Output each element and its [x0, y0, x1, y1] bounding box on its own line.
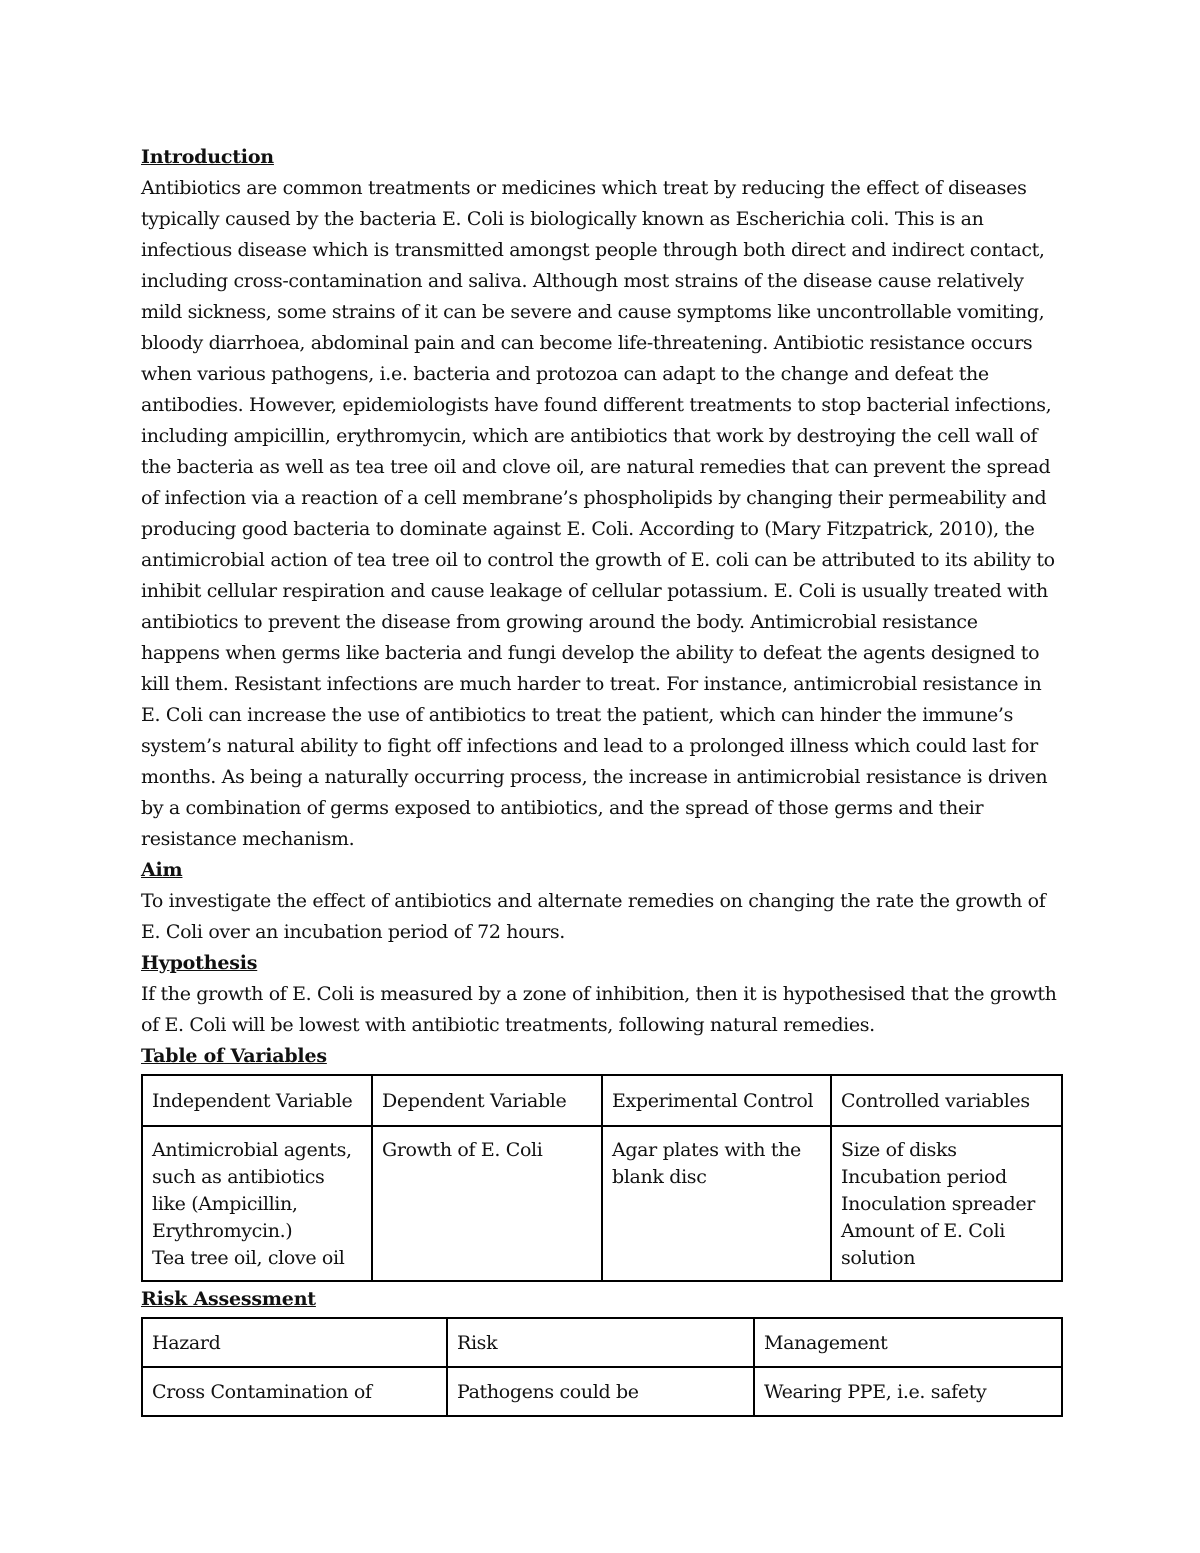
risk-management-cell: Wearing PPE, i.e. safety	[754, 1367, 1062, 1416]
risk-hazard-cell: Cross Contamination of	[142, 1367, 447, 1416]
risk-header-row	[142, 1318, 1062, 1367]
aim-paragraph: To investigate the effect of antibiotics and alternate remedies on changing the rate the growth of E. Coli over an incubation period of 72 hours.	[141, 890, 1046, 943]
dependent-variable-cell	[372, 1126, 602, 1281]
variables-header-cell: Dependent Variable	[372, 1075, 602, 1126]
independent-variable-cell	[142, 1126, 372, 1281]
cell-line: Growth of E. Coli	[382, 1139, 543, 1161]
controlled-variables-cell	[831, 1126, 1062, 1281]
variables-header-row	[142, 1075, 1062, 1126]
variables-header-cell: Independent Variable	[142, 1075, 372, 1126]
document-page	[141, 142, 1061, 1417]
cell-line: Inoculation spreader	[841, 1193, 1035, 1215]
variables-table	[141, 1074, 1063, 1282]
introduction-heading: Introduction	[141, 146, 274, 168]
variables-data-row	[142, 1126, 1062, 1281]
aim-heading: Aim	[141, 859, 183, 881]
cell-line: Antimicrobial agents, such as antibiotics like (Ampicillin, Erythromycin.)	[152, 1139, 352, 1242]
cell-line: Tea tree oil, clove oil	[152, 1247, 345, 1269]
risk-data-row	[142, 1367, 1062, 1416]
risk-header-cell: Hazard	[142, 1318, 447, 1367]
risk-risk-cell: Pathogens could be	[447, 1367, 754, 1416]
introduction-paragraph: Antibiotics are common treatments or medicines which treat by reducing the effect of diseases typically caused by the bacteria E. Coli is biologically known as Escherichia coli. This is an infectious disease which is transmitted amongst people through both direct and indirect contact, including cross-contamination and saliva. Although most strains of the disease cause relatively mild sickness, some strains of it can be severe and cause symptoms like uncontrollable vomiting, bloody diarrhoea, abdominal pain and can become life-threatening. Antibiotic resistance occurs when various pathogens, i.e. bacteria and protozoa can adapt to the change and defeat the antibodies. However, epidemiologists have found different treatments to stop bacterial infections, including ampicillin, erythromycin, which are antibiotics that work by destroying the cell wall of the bacteria as well as tea tree oil and clove oil, are natural remedies that can prevent the spread of infection via a reaction of a cell membrane’s phospholipids by changing their permeability and producing good bacteria to dominate against E. Coli. According to (Mary Fitzpatrick, 2010), the antimicrobial action of tea tree oil to control the growth of E. coli can be attributed to its ability to inhibit cellular respiration and cause leakage of cellular potassium. E. Coli is usually treated with antibiotics to prevent the disease from growing around the body. Antimicrobial resistance happens when germs like bacteria and fungi develop the ability to defeat the agents designed to kill them. Resistant infections are much harder to treat. For instance, antimicrobial resistance in E. Coli can increase the use of antibiotics to treat the patient, which can hinder the immune’s system’s natural ability to fight off infections and lead to a prolonged illness which could last for months. As being a naturally occurring process, the increase in antimicrobial resistance is driven by a combination of germs exposed to antibiotics, and the spread of those germs and their resistance mechanism.	[141, 177, 1055, 850]
variables-header-cell: Experimental Control	[602, 1075, 831, 1126]
cell-line: Incubation period	[841, 1166, 1007, 1188]
cell-line: Size of disks	[841, 1139, 957, 1161]
risk-heading: Risk Assessment	[141, 1288, 316, 1310]
hypothesis-paragraph: If the growth of E. Coli is measured by a zone of inhibition, then it is hypothesised that the growth of E. Coli will be lowest with antibiotic treatments, following natural remedies.	[141, 983, 1057, 1036]
cell-line: Agar plates with the blank disc	[612, 1139, 801, 1188]
risk-header-cell: Risk	[447, 1318, 754, 1367]
variables-heading: Table of Variables	[141, 1045, 327, 1067]
cell-line: Amount of E. Coli solution	[841, 1220, 1005, 1269]
risk-table	[141, 1317, 1063, 1417]
hypothesis-heading: Hypothesis	[141, 952, 258, 974]
risk-header-cell: Management	[754, 1318, 1062, 1367]
variables-header-cell: Controlled variables	[831, 1075, 1062, 1126]
experimental-control-cell	[602, 1126, 831, 1281]
